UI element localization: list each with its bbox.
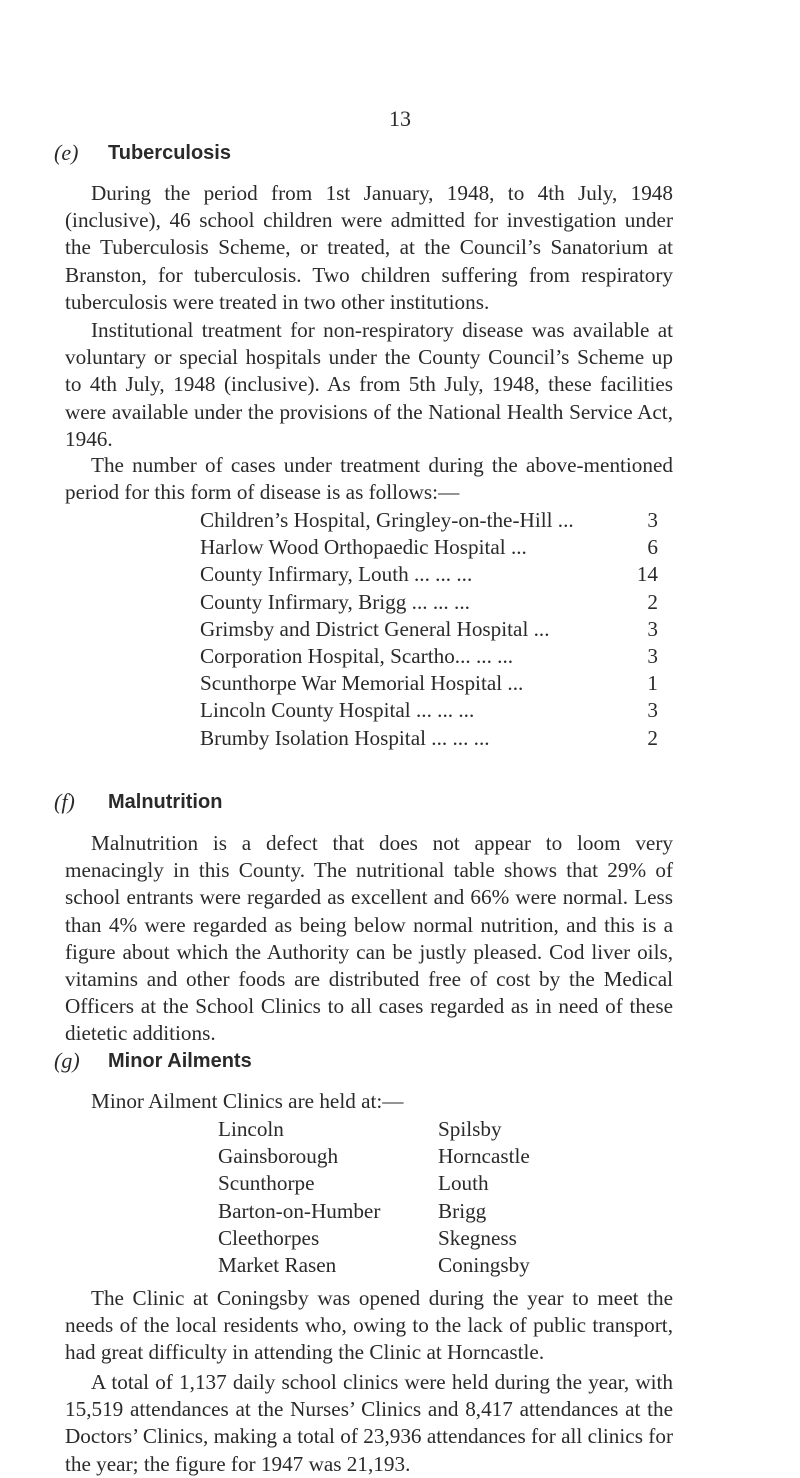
hospital-count: 2 <box>647 589 658 614</box>
clinic-list <box>218 1116 638 1279</box>
minor-ailments-paragraph-1: The Clinic at Coningsby was opened during the year to meet the needs of the local residents who, owing to the lack of public transport, had great difficulty in attending the Clinic at Horncastle. <box>65 1286 673 1365</box>
hospital-count: 6 <box>647 535 658 560</box>
hospital-row <box>200 725 658 752</box>
section-title-minor-ailments: Minor Ailments <box>108 1050 252 1072</box>
hospital-count: 1 <box>647 671 658 696</box>
malnutrition-paragraph-1: Malnutrition is a defect that does not appear to loom very menacingly in this County. The nutritional table shows that 29% of school entrants were regarded as excellent and 66% were normal. Less than 4% were regarded as being below normal nutrition, and this is a figure about which the Authority can be justly pleased. Cod liver oils, vitamins and other foods are distributed free of cost by the Medical Officers at the School Clinics to all cases regarded as in need of these dietetic additions. <box>65 831 673 1046</box>
hospital-row <box>200 561 658 588</box>
tuberculosis-paragraph-3: The number of cases under treatment during the above-mentioned period for this form of disease is as follows:— <box>65 453 673 505</box>
hospital-row <box>200 697 658 724</box>
hospital-name: County Infirmary, Louth ... ... ... <box>200 562 473 587</box>
hospital-name: Children’s Hospital, Gringley-on-the-Hill ... <box>200 508 574 532</box>
clinic-name: Lincoln <box>218 1117 284 1141</box>
hospital-row <box>200 643 658 670</box>
hospital-name: Lincoln County Hospital ... ... ... <box>200 698 475 723</box>
section-letter-e: (e) <box>54 140 79 165</box>
hospital-name: Brumby Isolation Hospital ... ... ... <box>200 725 490 750</box>
hospital-count: 14 <box>636 562 658 587</box>
hospital-count: 3 <box>647 508 658 532</box>
hospital-name: Harlow Wood Orthopaedic Hospital ... <box>200 535 527 560</box>
clinic-name: Spilsby <box>438 1117 502 1141</box>
clinic-name: Skegness <box>438 1225 517 1250</box>
hospital-name: Corporation Hospital, Scartho... ... ... <box>200 643 514 668</box>
hospital-row <box>200 534 658 561</box>
hospital-count: 3 <box>647 698 658 723</box>
hospital-list <box>200 507 658 752</box>
clinic-name: Barton-on-Humber <box>218 1198 381 1223</box>
hospital-row <box>200 670 658 697</box>
hospital-name: County Infirmary, Brigg ... ... ... <box>200 589 470 614</box>
clinic-name: Louth <box>438 1171 489 1196</box>
section-title-malnutrition: Malnutrition <box>108 791 223 813</box>
clinic-name: Scunthorpe <box>218 1171 315 1196</box>
clinic-name: Gainsborough <box>218 1144 339 1169</box>
hospital-row <box>200 507 658 534</box>
clinic-name: Cleethorpes <box>218 1225 320 1250</box>
clinic-name: Horncastle <box>438 1144 530 1169</box>
minor-ailments-intro: Minor Ailment Clinics are held at:— <box>91 1089 404 1113</box>
tuberculosis-paragraph-2: Institutional treatment for non-respiratory disease was available at voluntary or special hospitals under the County Council’s Scheme up to 4th July, 1948 (inclusive). As from 5th July, 1948, these facilities were available under the provisions of the National Health Service Act, 1946. <box>65 318 673 451</box>
hospital-count: 3 <box>647 616 658 641</box>
hospital-name: Grimsby and District General Hospital ... <box>200 616 550 641</box>
section-letter-g: (g) <box>54 1048 80 1073</box>
hospital-count: 2 <box>647 725 658 750</box>
clinic-name: Coningsby <box>438 1253 530 1278</box>
clinic-name: Brigg <box>438 1198 487 1223</box>
hospital-name: Scunthorpe War Memorial Hospital ... <box>200 671 524 696</box>
hospital-row <box>200 616 658 643</box>
hospital-row <box>200 589 658 616</box>
page-number: 13 <box>389 106 411 131</box>
section-letter-f: (f) <box>54 789 75 814</box>
clinic-name: Market Rasen <box>218 1253 337 1278</box>
hospital-count: 3 <box>647 643 658 668</box>
tuberculosis-paragraph-1: During the period from 1st January, 1948, to 4th July, 1948 (inclusive), 46 school children were admitted for investigation under the Tuberculosis Scheme, or treated, at the Council’s Sanatorium at Branston, for tuberculosis. Two children suffering from respiratory tuberculosis were treated in two other institutions. <box>65 181 673 314</box>
minor-ailments-paragraph-2: A total of 1,137 daily school clinics were held during the year, with 15,519 attendances at the Nurses’ Clinics and 8,417 attendances at the Doctors’ Clinics, making a total of 23,936 attendances for all clinics for the year; the figure for 1947 was 21,193. <box>65 1370 673 1476</box>
section-title-tuberculosis: Tuberculosis <box>108 142 231 164</box>
